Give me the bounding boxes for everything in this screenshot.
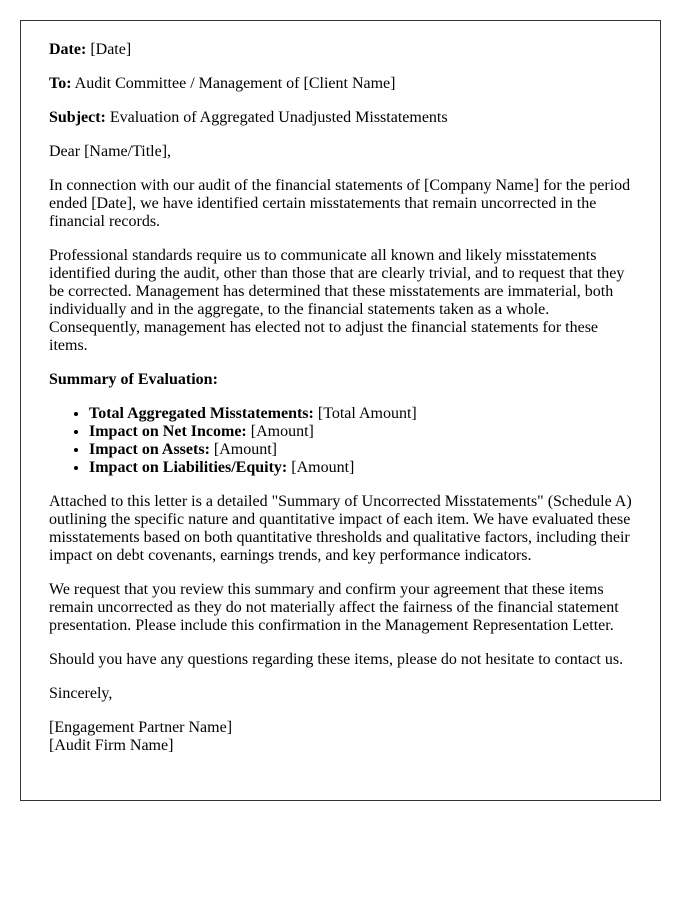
summary-item-value: [Amount] <box>213 441 277 458</box>
summary-item-net-income <box>89 423 632 441</box>
body-paragraph-1: In connection with our audit of the financial statements of [Company Name] for the period ended [Date], we have identified certain misstatements that remain uncorrected in the financial records. <box>49 177 631 230</box>
summary-list <box>49 405 632 477</box>
summary-item-liabilities-equity <box>89 459 632 477</box>
summary-heading-text: Summary of Evaluation: <box>49 371 218 388</box>
summary-item-value: [Total Amount] <box>317 405 417 422</box>
subject-value: Evaluation of Aggregated Unadjusted Misstatements <box>109 109 448 126</box>
summary-item-label: Impact on Liabilities/Equity: <box>89 459 288 476</box>
signature-firm: [Audit Firm Name] <box>49 737 174 754</box>
summary-item-label: Total Aggregated Misstatements: <box>89 405 314 422</box>
date-value: [Date] <box>90 41 132 58</box>
summary-item-value: [Amount] <box>291 459 355 476</box>
summary-item-label: Impact on Net Income: <box>89 423 247 440</box>
body-paragraph-2: Professional standards require us to communicate all known and likely misstatements identified during the audit, other than those that are clearly trivial, and to request that they be corrected. Management has determined that these misstatements are immaterial, both individually and in the aggregate, to the financial statements taken as a whole. Consequently, management has elected not to adjust the financial statements for these items. <box>49 247 625 354</box>
summary-item-total <box>89 405 632 423</box>
summary-item-value: [Amount] <box>250 423 314 440</box>
signature-partner: [Engagement Partner Name] <box>49 719 233 736</box>
summary-heading <box>49 371 632 389</box>
date-line <box>49 41 632 59</box>
to-value: Audit Committee / Management of [Client Name] <box>74 75 396 92</box>
closing-paragraph-schedule: Attached to this letter is a detailed "Summary of Uncorrected Misstatements" (Schedule A) outlining the specific nature and quantitative impact of each item. We have evaluated these misstatements based on both quantitative thresholds and qualitative factors, including their impact on debt covenants, earnings trends, and key performance indicators. <box>49 493 632 564</box>
closing-paragraph-request: We request that you review this summary and confirm your agreement that these items remain uncorrected as they do not materially affect the fairness of the financial statement presentation. Please include this confirmation in the Management Representation Letter. <box>49 581 619 634</box>
date-label: Date: <box>49 41 87 58</box>
sign-off: Sincerely, <box>49 685 113 702</box>
closing-paragraph-contact: Should you have any questions regarding these items, please do not hesitate to contact us. <box>49 651 624 668</box>
summary-item-label: Impact on Assets: <box>89 441 210 458</box>
letter-document <box>20 20 661 801</box>
subject-line <box>49 109 632 127</box>
summary-item-assets <box>89 441 632 459</box>
to-label: To: <box>49 75 72 92</box>
signature-block <box>49 719 632 755</box>
salutation: Dear [Name/Title], <box>49 143 172 160</box>
subject-label: Subject: <box>49 109 106 126</box>
to-line <box>49 75 632 93</box>
